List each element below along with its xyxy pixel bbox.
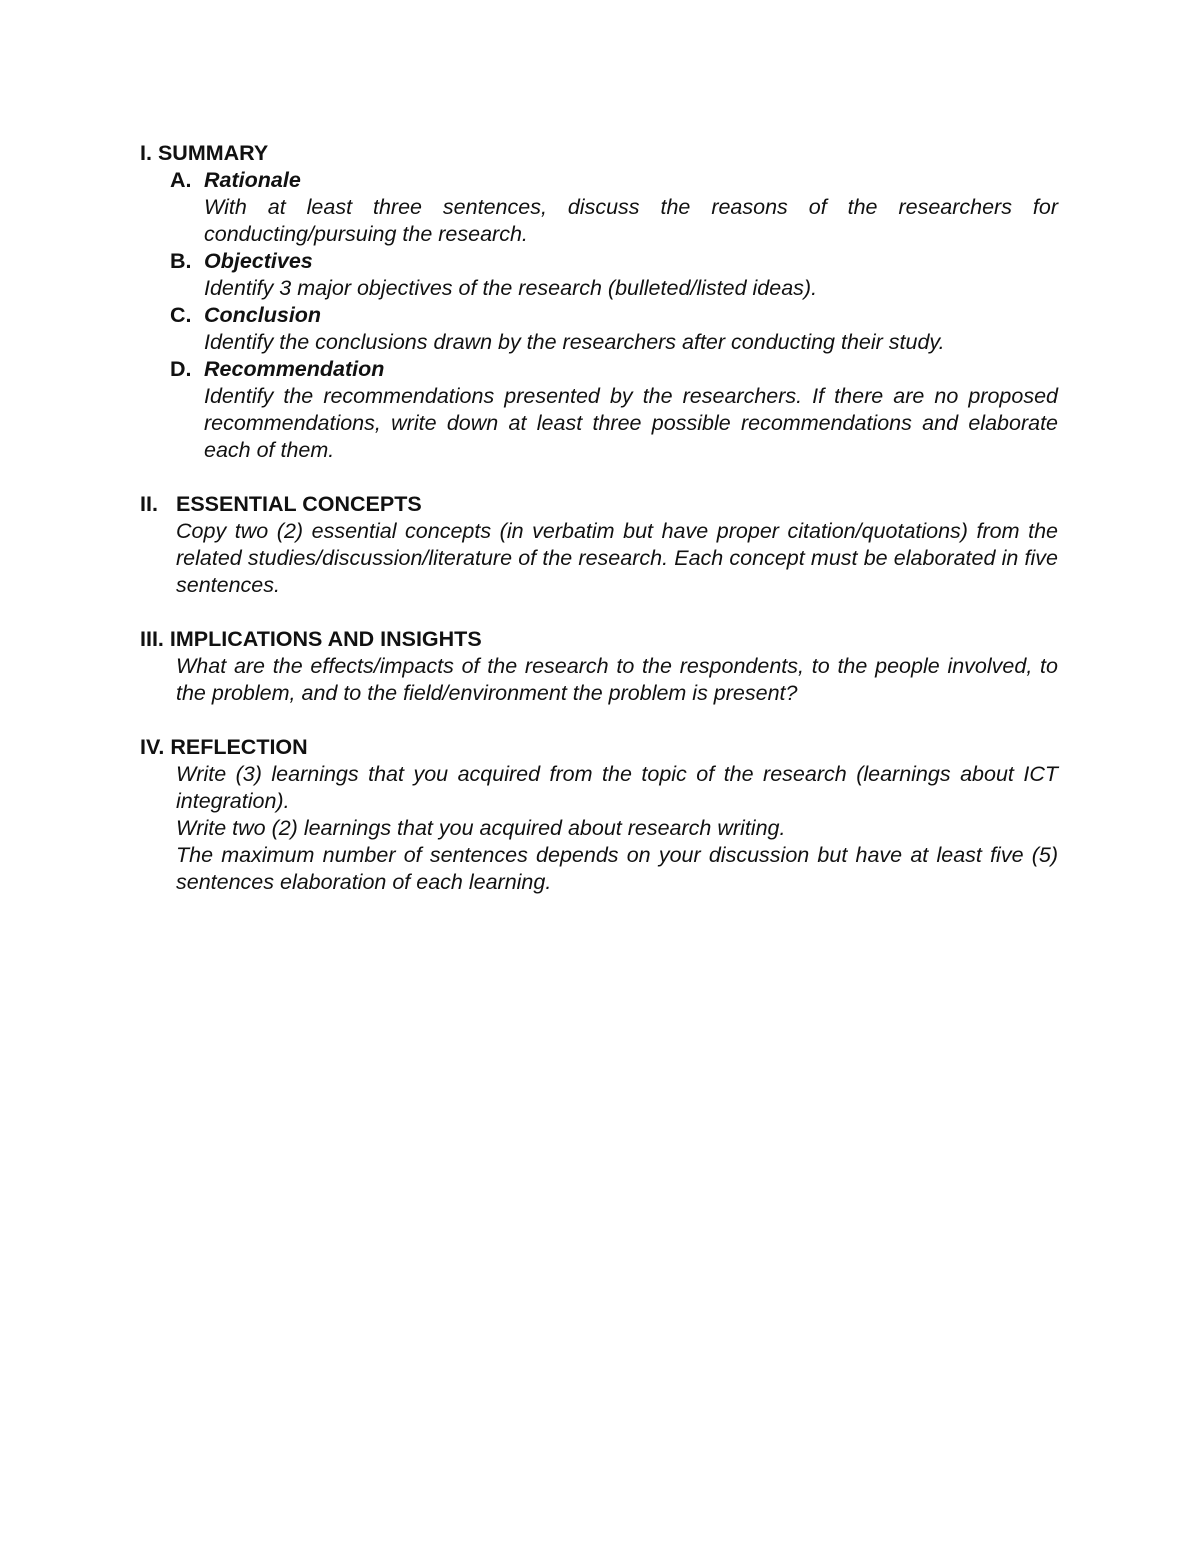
subsection-letter: A. xyxy=(170,168,192,192)
subsection-letter: C. xyxy=(170,303,192,327)
section-number: II. xyxy=(140,492,158,516)
subsection-text: Identify 3 major objectives of the research (bulleted/listed ideas). xyxy=(204,276,818,300)
section-title: IMPLICATIONS AND INSIGHTS xyxy=(169,627,482,651)
section-number: I. xyxy=(140,141,152,165)
section-paragraph: What are the effects/impacts of the research to the respondents, to the people involved, to the problem, and to the field/environment the problem is present? xyxy=(176,654,1058,705)
spacer xyxy=(140,464,1058,491)
section-title: REFLECTION xyxy=(170,735,308,759)
section-paragraph: The maximum number of sentences depends on your discussion but have at least five (5) sentences elaboration of each learning. xyxy=(176,843,1058,894)
spacer xyxy=(140,707,1058,734)
subsection-letter: B. xyxy=(170,249,192,273)
section-title: SUMMARY xyxy=(157,141,269,165)
subsection-title: Conclusion xyxy=(204,303,322,327)
section-number: IV. xyxy=(140,735,165,759)
subsection-text: With at least three sentences, discuss the reasons of the researchers for conducting/pursuing the research. xyxy=(204,195,1058,246)
subsection-objectives xyxy=(140,248,1058,302)
subsection-title: Objectives xyxy=(204,249,313,273)
section-heading-summary xyxy=(140,140,1058,167)
section-paragraph: Write (3) learnings that you acquired from the topic of the research (learnings about ICT integration). xyxy=(176,762,1058,813)
subsection-rationale xyxy=(140,167,1058,248)
subsection-conclusion xyxy=(140,302,1058,356)
section-number: III. xyxy=(140,627,164,651)
section-title: ESSENTIAL CONCEPTS xyxy=(176,492,422,516)
spacer xyxy=(140,599,1058,626)
subsection-letter: D. xyxy=(170,357,192,381)
section-heading-implications xyxy=(140,626,1058,653)
section-paragraph: Copy two (2) essential concepts (in verbatim but have proper citation/quotations) from the related studies/discussion/literature of the research. Each concept must be elaborated in five sentences. xyxy=(176,519,1058,597)
subsection-title: Recommendation xyxy=(204,357,385,381)
section-heading-essential-concepts xyxy=(140,491,1058,518)
section-paragraph: Write two (2) learnings that you acquired about research writing. xyxy=(176,816,786,840)
subsection-recommendation xyxy=(140,356,1058,464)
document-page xyxy=(140,140,1058,896)
subsection-text: Identify the conclusions drawn by the researchers after conducting their study. xyxy=(204,330,945,354)
section-heading-reflection xyxy=(140,734,1058,761)
subsection-text: Identify the recommendations presented by the researchers. If there are no proposed recommendations, write down at least three possible recommendations and elaborate each of them. xyxy=(204,384,1058,462)
subsection-title: Rationale xyxy=(204,168,301,192)
